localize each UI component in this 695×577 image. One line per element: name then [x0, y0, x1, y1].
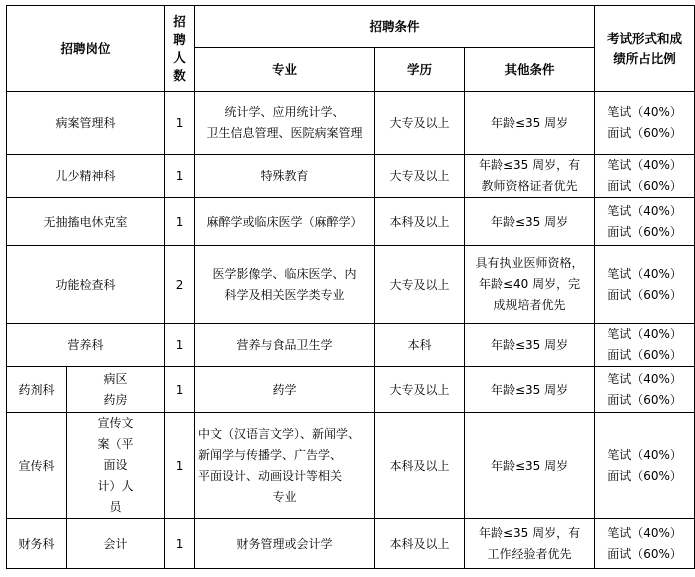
other-cell: 年龄≤35 周岁，有 工作经验者优先: [465, 519, 595, 569]
exam-cell: 笔试（40%） 面试（60%）: [595, 367, 695, 413]
count-cell: 1: [165, 413, 195, 519]
header-major: 专业: [195, 48, 375, 92]
exam-cell: 笔试（40%） 面试（60%）: [595, 155, 695, 198]
header-count: 招 聘 人 数: [165, 6, 195, 92]
sub-position-cell: 病区 药房: [67, 367, 165, 413]
dept-cell: 儿少精神科: [7, 155, 165, 198]
dept-cell: 无抽搐电休克室: [7, 198, 165, 246]
edu-cell: 大专及以上: [375, 246, 465, 324]
table-row: [7, 413, 695, 519]
exam-cell: 笔试（40%） 面试（60%）: [595, 92, 695, 155]
major-cell: 麻醉学或临床医学（麻醉学）: [195, 198, 375, 246]
edu-cell: 大专及以上: [375, 92, 465, 155]
edu-cell: 本科: [375, 324, 465, 367]
dept-cell: 宣传科: [7, 413, 67, 519]
count-cell: 1: [165, 519, 195, 569]
edu-cell: 大专及以上: [375, 155, 465, 198]
exam-cell: 笔试（40%） 面试（60%）: [595, 246, 695, 324]
table-row: [7, 155, 695, 198]
recruitment-table: [6, 5, 695, 569]
table-row: [7, 519, 695, 569]
dept-cell: 财务科: [7, 519, 67, 569]
dept-cell: 病案管理科: [7, 92, 165, 155]
other-cell: 年龄≤35 周岁: [465, 367, 595, 413]
sub-position-cell: 会计: [67, 519, 165, 569]
sub-position-cell: 宣传文 案（平 面设 计）人 员: [67, 413, 165, 519]
major-cell: 财务管理或会计学: [195, 519, 375, 569]
count-cell: 1: [165, 324, 195, 367]
count-cell: 1: [165, 92, 195, 155]
exam-cell: 笔试（40%） 面试（60%）: [595, 324, 695, 367]
major-cell: 药学: [195, 367, 375, 413]
count-cell: 1: [165, 198, 195, 246]
major-cell: 营养与食品卫生学: [195, 324, 375, 367]
major-cell: 特殊教育: [195, 155, 375, 198]
other-cell: 年龄≤35 周岁: [465, 198, 595, 246]
table-row: [7, 198, 695, 246]
table-row: [7, 367, 695, 413]
edu-cell: 大专及以上: [375, 367, 465, 413]
other-cell: 年龄≤35 周岁: [465, 92, 595, 155]
edu-cell: 本科及以上: [375, 413, 465, 519]
table-row: [7, 246, 695, 324]
other-cell: 年龄≤35 周岁: [465, 413, 595, 519]
exam-cell: 笔试（40%） 面试（60%）: [595, 198, 695, 246]
other-cell: 具有执业医师资格， 年龄≤40 周岁，完 成规培者优先: [465, 246, 595, 324]
edu-cell: 本科及以上: [375, 519, 465, 569]
exam-cell: 笔试（40%） 面试（60%）: [595, 413, 695, 519]
exam-cell: 笔试（40%） 面试（60%）: [595, 519, 695, 569]
other-cell: 年龄≤35 周岁: [465, 324, 595, 367]
major-cell: 中文（汉语言文学）、新闻学、 新闻学与传播学、广告学、 平面设计、动画设计等相关 专业: [195, 413, 375, 519]
header-other: 其他条件: [465, 48, 595, 92]
header-position: 招聘岗位: [7, 6, 165, 92]
major-cell: 医学影像学、临床医学、内 科学及相关医学类专业: [195, 246, 375, 324]
header-exam: 考试形式和成 绩所占比例: [595, 6, 695, 92]
dept-cell: 功能检查科: [7, 246, 165, 324]
header-education: 学历: [375, 48, 465, 92]
count-cell: 1: [165, 155, 195, 198]
table-row: [7, 92, 695, 155]
count-cell: 2: [165, 246, 195, 324]
table-row: [7, 324, 695, 367]
major-cell: 统计学、应用统计学、 卫生信息管理、医院病案管理: [195, 92, 375, 155]
dept-cell: 营养科: [7, 324, 165, 367]
edu-cell: 本科及以上: [375, 198, 465, 246]
header-conditions: 招聘条件: [195, 6, 595, 48]
dept-cell: 药剂科: [7, 367, 67, 413]
count-cell: 1: [165, 367, 195, 413]
other-cell: 年龄≤35 周岁，有 教师资格证者优先: [465, 155, 595, 198]
